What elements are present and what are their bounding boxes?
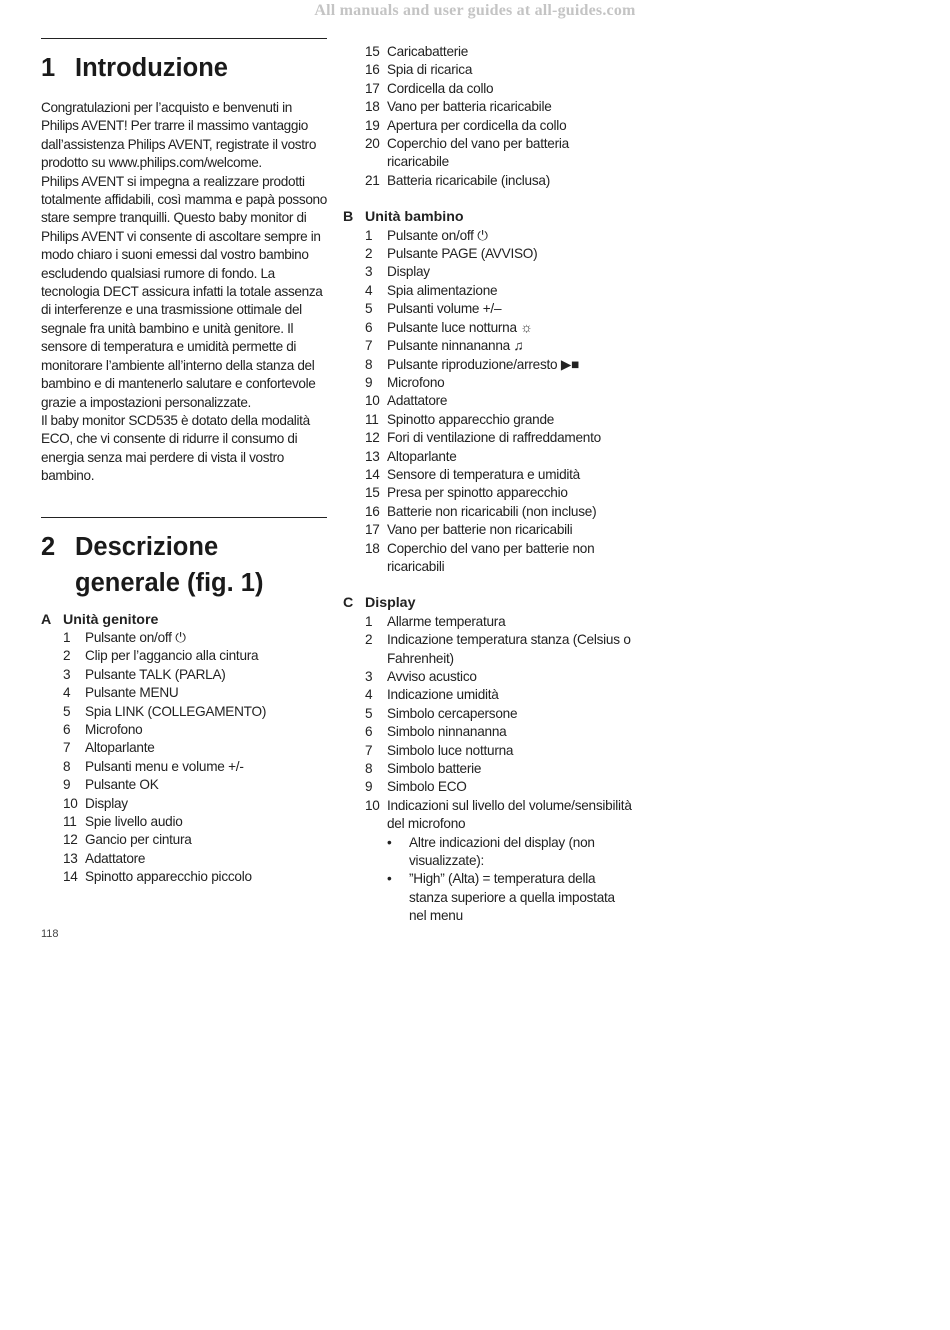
list-item — [365, 705, 633, 723]
item-text: Coperchio del vano per batterie non ricaricabili — [387, 540, 595, 574]
item-number: 3 — [365, 669, 373, 684]
list-item — [365, 723, 633, 741]
item-text: Simbolo ECO — [387, 779, 467, 795]
item-number: 15 — [365, 485, 380, 501]
item-text: Pulsante riproduzione/arresto ▶■ — [387, 356, 580, 372]
section-1-heading — [41, 50, 327, 86]
item-number: 1 — [365, 227, 373, 243]
item-text: Pulsante OK — [85, 777, 159, 793]
item-number: 20 — [365, 136, 380, 152]
item-text: Spia alimentazione — [387, 282, 498, 298]
item-text: Spia LINK (COLLEGAMENTO) — [85, 703, 267, 719]
item-number: 3 — [365, 264, 373, 280]
intro-paragraph: Il baby monitor SCD535 è dotato della modalità ECO, che vi consente di ridurre il consumo di energia senza mai perdere di vista il vostro bambino. — [41, 412, 310, 484]
item-number: 9 — [365, 374, 373, 390]
item-number: 9 — [63, 777, 71, 793]
item-number: 14 — [63, 869, 78, 885]
bullet-dot: • — [387, 871, 392, 887]
item-text: Adattatore — [85, 850, 146, 866]
item-text: Batterie non ricaricabili (non incluse) — [387, 503, 597, 519]
item-number: 3 — [63, 666, 71, 682]
item-text: Adattatore — [387, 393, 448, 409]
list-item — [365, 374, 633, 392]
item-text: Pulsante ninnananna ♫ — [387, 338, 524, 354]
section-2-title: Descrizione generale (fig. 1) — [75, 532, 264, 597]
list-item — [365, 227, 633, 245]
item-text: Pulsante luce notturna ☼ — [387, 319, 533, 335]
group-b-heading — [343, 208, 633, 226]
group-a-list-continued — [343, 43, 633, 190]
section-1-title: Introduzione — [75, 54, 228, 82]
item-text: Apertura per cordicella da collo — [387, 117, 567, 133]
item-number: 18 — [365, 540, 380, 556]
item-number: 17 — [365, 522, 380, 538]
item-number: 7 — [365, 742, 373, 758]
item-number: 4 — [63, 685, 71, 701]
list-item — [365, 117, 633, 135]
item-text: Vano per batterie non ricaricabili — [387, 522, 573, 538]
group-a-heading — [41, 611, 327, 629]
item-number: 15 — [365, 44, 380, 59]
section-2-heading — [41, 529, 327, 601]
list-item — [365, 797, 633, 834]
item-number: 17 — [365, 80, 380, 96]
page-number: 118 — [41, 928, 59, 940]
right-column — [343, 43, 633, 926]
list-item — [365, 263, 633, 281]
list-item — [365, 319, 633, 337]
item-text: Pulsante on/off ⏻ — [85, 629, 186, 645]
group-b-list — [343, 227, 633, 577]
intro-paragraph: Philips AVENT si impegna a realizzare prodotti totalmente affidabili, così mamma e papà possono stare sempre tranquilli. Questo baby monitor di Philips AVENT vi consente di ascoltare sempre in modo chiaro i suoni emessi dal vostro bambino escludendo qualsiasi rumore di fondo. La tecnologia DECT assicura infatti la totale assenza di interferenze e una trasmissione ottimale del segnale fra unità bambino e unità genitore. Il sensore di temperatura e umidità permette di monitorare l’ambiente all’interno della stanza del bambino e di mantenerlo salutare e confortevole grazie a impostazioni personalizzate. — [41, 173, 327, 410]
item-number: 19 — [365, 117, 380, 133]
group-c — [343, 594, 633, 925]
list-item — [365, 300, 633, 318]
group-b-letter: B — [343, 209, 354, 226]
item-text: Simbolo ninnananna — [387, 724, 507, 740]
section-1-number: 1 — [41, 54, 56, 82]
list-item — [365, 540, 633, 577]
item-number: 14 — [365, 466, 380, 482]
item-text: Presa per spinotto apparecchio — [387, 485, 568, 501]
item-number: 16 — [365, 62, 380, 78]
item-number: 16 — [365, 503, 380, 519]
list-item — [63, 795, 327, 813]
item-text: Indicazione umidità — [387, 687, 499, 703]
item-text: Indicazione temperatura stanza (Celsius o Fahrenheit) — [387, 632, 631, 666]
item-number: 12 — [63, 832, 78, 848]
list-item — [63, 721, 327, 739]
item-number: 21 — [365, 172, 380, 188]
item-text: Cordicella da collo — [387, 80, 494, 96]
list-item — [365, 448, 633, 466]
item-number: 11 — [63, 814, 77, 829]
item-number: 5 — [63, 703, 71, 719]
item-number: 1 — [365, 613, 373, 629]
list-item — [365, 613, 633, 631]
item-text: Spia di ricarica — [387, 62, 473, 78]
item-number: 6 — [365, 319, 373, 335]
list-item — [365, 245, 633, 263]
item-number: 13 — [365, 448, 380, 464]
list-item — [63, 831, 327, 849]
item-text: Avviso acustico — [387, 669, 477, 684]
section-2-rule — [41, 517, 327, 518]
item-number: 5 — [365, 705, 373, 721]
list-item — [365, 356, 633, 374]
list-item — [365, 686, 633, 704]
item-number: 6 — [63, 721, 71, 737]
list-item — [365, 484, 633, 502]
item-text: Altoparlante — [387, 448, 457, 464]
list-item — [63, 629, 327, 647]
list-item — [63, 666, 327, 684]
section-1-rule — [41, 38, 327, 39]
group-a — [41, 611, 327, 887]
group-a-letter: A — [41, 611, 52, 628]
item-text: Batteria ricaricabile (inclusa) — [387, 172, 550, 188]
item-text: Allarme temperatura — [387, 613, 506, 629]
list-item — [365, 337, 633, 355]
item-text: Microfono — [85, 721, 143, 737]
item-number: 9 — [365, 779, 373, 795]
group-a-title: Unità genitore — [63, 611, 159, 628]
item-text: Gancio per cintura — [85, 832, 192, 848]
item-text: Spinotto apparecchio grande — [387, 411, 555, 427]
group-c-list — [343, 613, 633, 834]
list-item — [365, 392, 633, 410]
group-c-title: Display — [365, 595, 416, 612]
item-text: Pulsante on/off ⏻ — [387, 227, 488, 243]
list-item — [365, 503, 633, 521]
item-number: 10 — [365, 393, 380, 409]
item-number: 18 — [365, 99, 380, 115]
item-text: Simbolo luce notturna — [387, 742, 514, 758]
item-text: Coperchio del vano per batteria ricaricabile — [387, 136, 569, 170]
bullet-item — [365, 834, 633, 871]
list-item — [63, 850, 327, 868]
group-b-title: Unità bambino — [365, 209, 464, 226]
item-number: 5 — [365, 301, 373, 317]
item-number: 13 — [63, 850, 78, 866]
item-text: Display — [85, 795, 128, 811]
item-text: Fori di ventilazione di raffreddamento — [387, 430, 601, 446]
item-text: Spie livello audio — [85, 814, 183, 829]
intro-text — [41, 99, 327, 486]
group-a-list — [41, 629, 327, 887]
item-text: Simbolo cercapersone — [387, 705, 518, 721]
item-text: Pulsante TALK (PARLA) — [85, 666, 226, 682]
list-item — [63, 776, 327, 794]
list-item — [63, 647, 327, 665]
left-column — [41, 38, 327, 887]
item-number: 8 — [365, 761, 373, 777]
bullet-text: Altre indicazioni del display (non visualizzate): — [409, 834, 595, 869]
item-text: Pulsanti menu e volume +/- — [85, 758, 244, 774]
item-number: 2 — [365, 632, 373, 648]
item-number: 7 — [365, 338, 373, 354]
group-c-bullets — [343, 834, 633, 926]
item-number: 10 — [365, 797, 380, 813]
list-item — [365, 742, 633, 760]
intro-paragraph: Congratulazioni per l’acquisto e benvenuti in Philips AVENT! Per trarre il massimo vantaggio dall’assistenza Philips AVENT, registrate il vostro prodotto su www.philips.com/welcome. — [41, 100, 317, 171]
item-text: Caricabatterie — [387, 44, 469, 59]
list-item — [365, 429, 633, 447]
group-b — [343, 208, 633, 576]
list-item — [365, 521, 633, 539]
bullet-dot: • — [387, 834, 392, 850]
item-number: 2 — [365, 246, 373, 262]
item-text: Display — [387, 264, 430, 280]
bullet-item — [365, 870, 633, 925]
watermark: All manuals and user guides at all-guides.com — [314, 2, 636, 19]
list-item — [365, 778, 633, 796]
item-number: 4 — [365, 687, 373, 703]
item-text: Vano per batteria ricaricabile — [387, 99, 552, 115]
item-number: 1 — [63, 629, 71, 645]
item-number: 7 — [63, 740, 71, 756]
list-item — [63, 684, 327, 702]
list-item — [365, 631, 633, 668]
item-text: Indicazioni sul livello del volume/sensibilità del microfono — [387, 797, 632, 832]
list-item — [365, 282, 633, 300]
item-number: 11 — [365, 411, 379, 427]
item-number: 8 — [63, 758, 71, 774]
item-number: 10 — [63, 795, 78, 811]
item-number: 2 — [63, 648, 71, 664]
item-number: 4 — [365, 282, 373, 298]
list-item — [365, 668, 633, 686]
list-item — [365, 135, 633, 172]
list-item — [63, 739, 327, 757]
item-number: 6 — [365, 724, 373, 740]
list-item — [365, 61, 633, 79]
item-text: Altoparlante — [85, 740, 155, 756]
item-text: Pulsante MENU — [85, 685, 179, 701]
item-number: 12 — [365, 430, 380, 446]
item-text: Clip per l’aggancio alla cintura — [85, 648, 259, 664]
list-item — [63, 703, 327, 721]
item-text: Spinotto apparecchio piccolo — [85, 869, 252, 885]
list-item — [365, 80, 633, 98]
bullet-text: ”High” (Alta) = temperatura della stanza superiore a quella impostata nel menu — [409, 871, 615, 924]
list-item — [365, 466, 633, 484]
list-item — [63, 758, 327, 776]
item-text: Sensore di temperatura e umidità — [387, 466, 580, 482]
list-item — [365, 43, 633, 61]
list-item — [63, 813, 327, 831]
item-text: Simbolo batterie — [387, 761, 482, 777]
list-item — [365, 760, 633, 778]
list-item — [63, 868, 327, 886]
item-number: 8 — [365, 356, 373, 372]
group-c-heading — [343, 594, 633, 612]
list-item — [365, 98, 633, 116]
group-c-letter: C — [343, 595, 354, 612]
list-item — [365, 172, 633, 190]
item-text: Pulsanti volume +/– — [387, 301, 502, 317]
item-text: Microfono — [387, 374, 445, 390]
section-2-number: 2 — [41, 532, 56, 561]
list-item — [365, 411, 633, 429]
item-text: Pulsante PAGE (AVVISO) — [387, 246, 538, 262]
